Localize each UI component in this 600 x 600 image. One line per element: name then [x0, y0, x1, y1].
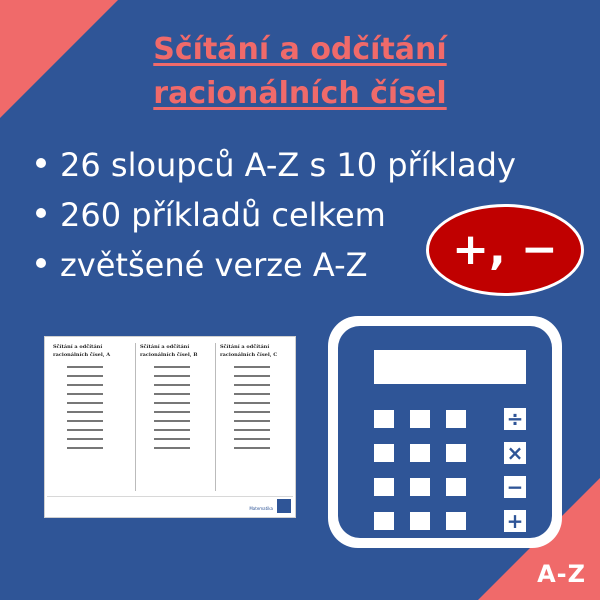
calculator-key — [446, 410, 466, 428]
worksheet-preview — [44, 336, 296, 518]
title-line-1: Sčítání a odčítání — [153, 32, 447, 67]
title-line-2: racionálních čísel — [153, 76, 447, 111]
bullet-icon — [36, 258, 46, 268]
feature-item — [36, 140, 516, 190]
worksheet-column-b — [135, 343, 214, 491]
bullet-icon — [36, 158, 46, 168]
worksheet-column-c — [215, 343, 294, 491]
calculator-key — [446, 512, 466, 530]
plus-icon: + — [504, 510, 526, 532]
calculator-key — [374, 478, 394, 496]
worksheet-column-title: Sčítání a odčítání racionálních čísel, B — [140, 344, 198, 358]
worksheet-column-title: Sčítání a odčítání racionálních čísel, C — [220, 344, 278, 358]
calculator-icon — [328, 316, 562, 548]
calculator-logo-icon — [277, 499, 291, 513]
divide-icon: ÷ — [504, 408, 526, 430]
calculator-key — [410, 444, 430, 462]
calculator-key — [410, 512, 430, 530]
calculator-key — [374, 410, 394, 428]
corner-label: A-Z — [537, 560, 586, 588]
calculator-key — [374, 512, 394, 530]
calculator-key — [446, 478, 466, 496]
worksheet-column-title: Sčítání a odčítání racionálních čísel, A — [53, 344, 111, 358]
operators-badge: +, − — [426, 204, 584, 296]
calculator-key — [410, 478, 430, 496]
feature-text: zvětšené verze A-Z — [60, 246, 368, 284]
worksheet-footer-text: Matematika — [249, 506, 273, 511]
page-title — [100, 28, 500, 116]
feature-text: 26 sloupců A-Z s 10 příklady — [60, 146, 516, 184]
calculator-key — [446, 444, 466, 462]
feature-text: 260 příkladů celkem — [60, 196, 386, 234]
worksheet-column-a — [53, 343, 127, 491]
calculator-key — [374, 444, 394, 462]
calculator-body — [338, 326, 552, 538]
minus-icon: − — [504, 476, 526, 498]
multiply-icon: × — [504, 442, 526, 464]
calculator-key — [410, 410, 430, 428]
bullet-icon — [36, 208, 46, 218]
calculator-screen — [374, 350, 526, 384]
